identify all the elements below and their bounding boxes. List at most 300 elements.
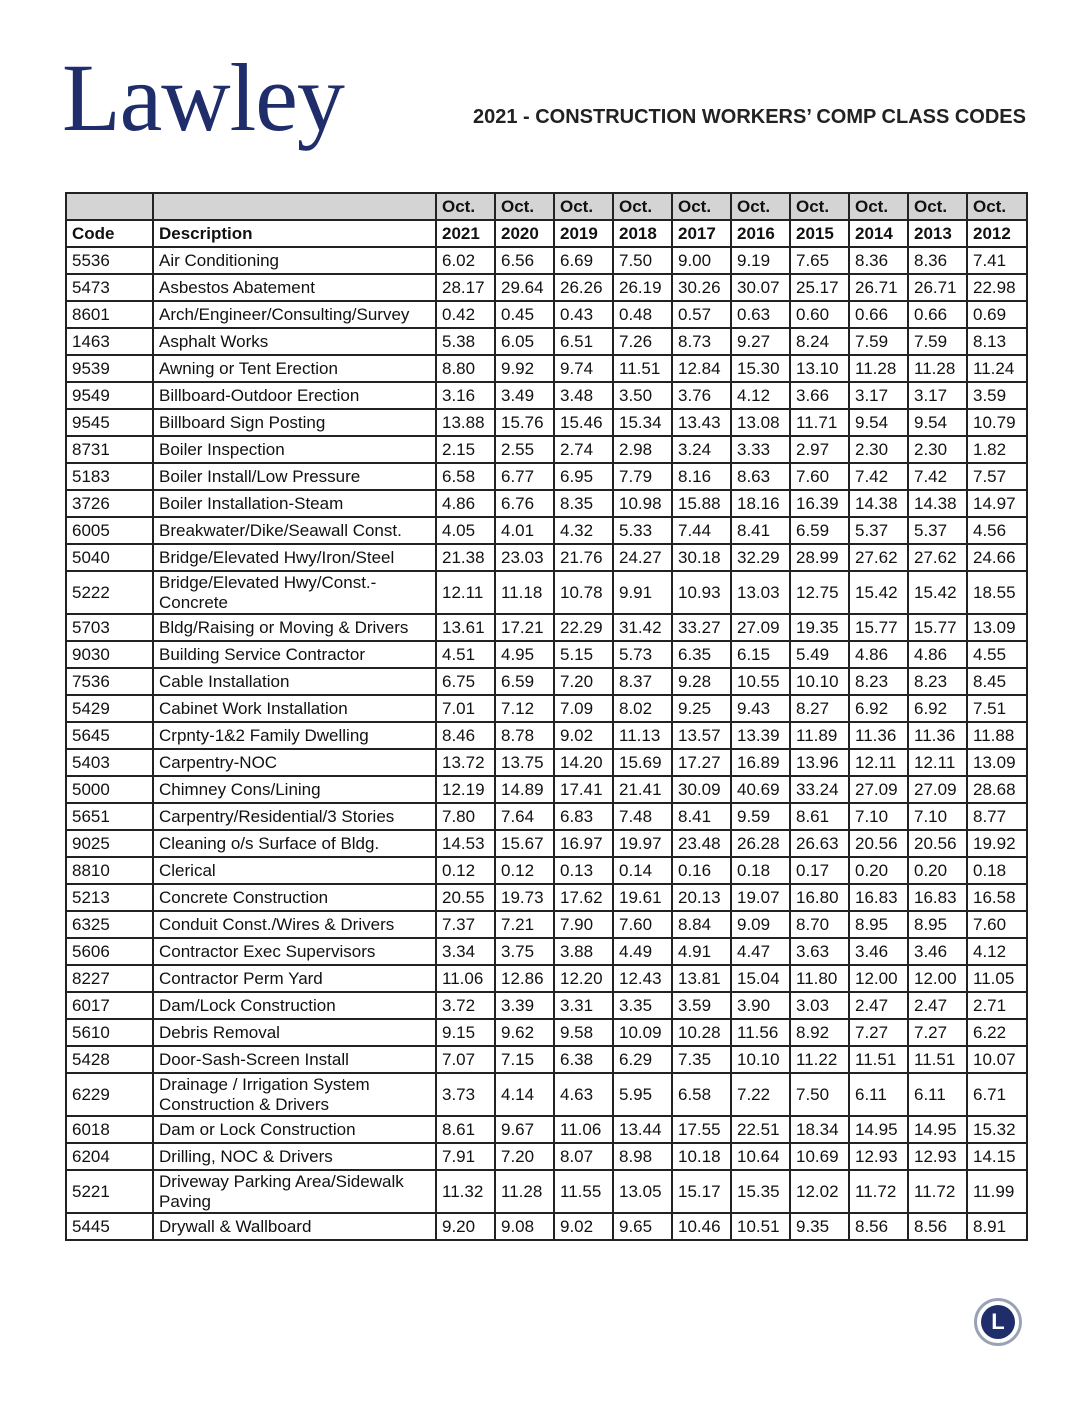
rate-cell: 8.27 — [790, 695, 849, 722]
class-code-cell: 5213 — [66, 884, 153, 911]
rate-cell: 4.51 — [436, 641, 495, 668]
rate-cell: 11.71 — [790, 409, 849, 436]
rate-cell: 4.32 — [554, 517, 613, 544]
rate-cell: 9.20 — [436, 1213, 495, 1240]
header-row — [66, 220, 1027, 247]
rate-cell: 13.88 — [436, 409, 495, 436]
rate-cell: 17.21 — [495, 614, 554, 641]
rate-cell: 4.55 — [967, 641, 1027, 668]
rate-cell: 15.69 — [613, 749, 672, 776]
rate-cell: 30.18 — [672, 544, 731, 571]
rate-cell: 8.95 — [908, 911, 967, 938]
column-header: 2016 — [731, 220, 790, 247]
description-cell: Bridge/Elevated Hwy/Const.-Concrete — [153, 571, 436, 614]
rate-cell: 13.81 — [672, 965, 731, 992]
rate-cell: 8.84 — [672, 911, 731, 938]
table-row — [66, 382, 1027, 409]
rate-cell: 9.28 — [672, 668, 731, 695]
table-row — [66, 1116, 1027, 1143]
rate-cell: 7.22 — [731, 1073, 790, 1116]
rate-cell: 13.39 — [731, 722, 790, 749]
table-row — [66, 463, 1027, 490]
rate-cell: 11.06 — [436, 965, 495, 992]
rate-cell: 0.14 — [613, 857, 672, 884]
rate-cell: 14.97 — [967, 490, 1027, 517]
rate-cell: 0.63 — [731, 301, 790, 328]
rate-cell: 11.32 — [436, 1170, 495, 1213]
rate-cell: 15.32 — [967, 1116, 1027, 1143]
rate-cell: 12.93 — [908, 1143, 967, 1170]
rate-cell: 9.54 — [908, 409, 967, 436]
rate-cell: 3.63 — [790, 938, 849, 965]
class-code-cell: 5222 — [66, 571, 153, 614]
badge-letter: L — [981, 1305, 1015, 1339]
table-row — [66, 544, 1027, 571]
class-code-cell: 9545 — [66, 409, 153, 436]
class-code-cell: 5445 — [66, 1213, 153, 1240]
rate-cell: 6.58 — [672, 1073, 731, 1116]
rate-cell: 7.09 — [554, 695, 613, 722]
rate-cell: 17.55 — [672, 1116, 731, 1143]
table-row — [66, 436, 1027, 463]
rate-cell: 6.02 — [436, 247, 495, 274]
rate-cell: 7.12 — [495, 695, 554, 722]
column-header: Description — [153, 220, 436, 247]
rate-cell: 6.58 — [436, 463, 495, 490]
rate-cell: 3.24 — [672, 436, 731, 463]
table-row — [66, 490, 1027, 517]
class-code-cell: 6017 — [66, 992, 153, 1019]
class-code-cell: 8601 — [66, 301, 153, 328]
rate-cell: 8.78 — [495, 722, 554, 749]
rate-cell: 6.59 — [790, 517, 849, 544]
rate-cell: 19.92 — [967, 830, 1027, 857]
rate-cell: 7.37 — [436, 911, 495, 938]
description-cell: Cabinet Work Installation — [153, 695, 436, 722]
rate-cell: 13.61 — [436, 614, 495, 641]
rate-cell: 2.30 — [849, 436, 908, 463]
rate-cell: 6.95 — [554, 463, 613, 490]
rate-cell: 21.38 — [436, 544, 495, 571]
rate-cell: 0.69 — [967, 301, 1027, 328]
column-header: Oct. — [672, 193, 731, 220]
class-code-cell: 6005 — [66, 517, 153, 544]
description-cell: Arch/Engineer/Consulting/Survey — [153, 301, 436, 328]
table-row — [66, 695, 1027, 722]
rate-cell: 3.66 — [790, 382, 849, 409]
rate-cell: 7.41 — [967, 247, 1027, 274]
description-cell: Billboard-Outdoor Erection — [153, 382, 436, 409]
class-code-cell: 5610 — [66, 1019, 153, 1046]
table-row — [66, 1213, 1027, 1240]
rate-cell: 9.02 — [554, 1213, 613, 1240]
rate-cell: 12.75 — [790, 571, 849, 614]
rate-cell: 11.72 — [908, 1170, 967, 1213]
rate-cell: 13.08 — [731, 409, 790, 436]
rate-cell: 6.76 — [495, 490, 554, 517]
rate-cell: 9.65 — [613, 1213, 672, 1240]
rate-cell: 20.56 — [908, 830, 967, 857]
rate-cell: 5.37 — [849, 517, 908, 544]
rate-cell: 10.07 — [967, 1046, 1027, 1073]
rate-cell: 9.19 — [731, 247, 790, 274]
rate-cell: 30.09 — [672, 776, 731, 803]
rate-cell: 7.35 — [672, 1046, 731, 1073]
rate-cell: 10.51 — [731, 1213, 790, 1240]
rate-cell: 2.30 — [908, 436, 967, 463]
rate-cell: 10.93 — [672, 571, 731, 614]
rate-cell: 7.50 — [790, 1073, 849, 1116]
rate-cell: 15.77 — [849, 614, 908, 641]
class-code-cell: 5429 — [66, 695, 153, 722]
rate-cell: 14.95 — [908, 1116, 967, 1143]
rate-cell: 30.26 — [672, 274, 731, 301]
class-code-cell: 3726 — [66, 490, 153, 517]
rate-cell: 26.28 — [731, 830, 790, 857]
rate-cell: 15.76 — [495, 409, 554, 436]
description-cell: Building Service Contractor — [153, 641, 436, 668]
rate-cell: 23.48 — [672, 830, 731, 857]
description-cell: Concrete Construction — [153, 884, 436, 911]
rate-cell: 8.63 — [731, 463, 790, 490]
rate-cell: 11.36 — [908, 722, 967, 749]
rate-cell: 3.46 — [849, 938, 908, 965]
rate-cell: 6.15 — [731, 641, 790, 668]
rate-cell: 11.05 — [967, 965, 1027, 992]
rate-cell: 16.97 — [554, 830, 613, 857]
column-header — [153, 193, 436, 220]
rate-cell: 8.07 — [554, 1143, 613, 1170]
table-row — [66, 1170, 1027, 1213]
rate-cell: 8.56 — [908, 1213, 967, 1240]
rate-cell: 11.24 — [967, 355, 1027, 382]
rate-cell: 19.35 — [790, 614, 849, 641]
rate-cell: 8.41 — [731, 517, 790, 544]
rate-cell: 8.61 — [790, 803, 849, 830]
class-code-cell: 5428 — [66, 1046, 153, 1073]
class-code-cell: 5403 — [66, 749, 153, 776]
rate-cell: 0.16 — [672, 857, 731, 884]
class-code-cell: 5000 — [66, 776, 153, 803]
rate-cell: 3.88 — [554, 938, 613, 965]
rate-cell: 7.27 — [849, 1019, 908, 1046]
rate-cell: 6.35 — [672, 641, 731, 668]
rate-cell: 12.93 — [849, 1143, 908, 1170]
rate-cell: 7.59 — [908, 328, 967, 355]
column-header: 2015 — [790, 220, 849, 247]
rate-cell: 7.64 — [495, 803, 554, 830]
rate-cell: 7.10 — [849, 803, 908, 830]
rate-cell: 0.18 — [967, 857, 1027, 884]
rate-cell: 3.59 — [672, 992, 731, 1019]
rate-cell: 18.16 — [731, 490, 790, 517]
rate-cell: 8.77 — [967, 803, 1027, 830]
rate-cell: 4.01 — [495, 517, 554, 544]
column-header: 2017 — [672, 220, 731, 247]
rate-cell: 4.05 — [436, 517, 495, 544]
rate-cell: 21.76 — [554, 544, 613, 571]
description-cell: Dam or Lock Construction — [153, 1116, 436, 1143]
column-header: 2018 — [613, 220, 672, 247]
rate-cell: 11.80 — [790, 965, 849, 992]
description-cell: Awning or Tent Erection — [153, 355, 436, 382]
column-header: 2014 — [849, 220, 908, 247]
rate-cell: 15.42 — [849, 571, 908, 614]
description-cell: Door-Sash-Screen Install — [153, 1046, 436, 1073]
rate-cell: 12.19 — [436, 776, 495, 803]
rate-cell: 0.57 — [672, 301, 731, 328]
rate-cell: 8.16 — [672, 463, 731, 490]
rate-cell: 12.00 — [908, 965, 967, 992]
description-cell: Cable Installation — [153, 668, 436, 695]
rate-cell: 3.59 — [967, 382, 1027, 409]
class-code-cell: 8227 — [66, 965, 153, 992]
rate-cell: 8.36 — [849, 247, 908, 274]
rate-cell: 0.20 — [849, 857, 908, 884]
rate-cell: 9.59 — [731, 803, 790, 830]
column-header: Oct. — [967, 193, 1027, 220]
rate-cell: 0.43 — [554, 301, 613, 328]
rate-cell: 3.39 — [495, 992, 554, 1019]
rate-cell: 8.80 — [436, 355, 495, 382]
table-row — [66, 1143, 1027, 1170]
rate-cell: 11.13 — [613, 722, 672, 749]
rate-cell: 12.84 — [672, 355, 731, 382]
table-row — [66, 328, 1027, 355]
rate-cell: 11.18 — [495, 571, 554, 614]
description-cell: Boiler Inspection — [153, 436, 436, 463]
rate-cell: 12.02 — [790, 1170, 849, 1213]
rate-cell: 10.09 — [613, 1019, 672, 1046]
rate-cell: 11.99 — [967, 1170, 1027, 1213]
rate-cell: 8.37 — [613, 668, 672, 695]
rate-cell: 10.10 — [731, 1046, 790, 1073]
rate-cell: 13.10 — [790, 355, 849, 382]
rate-cell: 0.66 — [849, 301, 908, 328]
class-code-cell: 5040 — [66, 544, 153, 571]
table-row — [66, 355, 1027, 382]
rate-cell: 8.23 — [849, 668, 908, 695]
rate-cell: 7.60 — [967, 911, 1027, 938]
column-header: Oct. — [790, 193, 849, 220]
rate-cell: 0.17 — [790, 857, 849, 884]
description-cell: Clerical — [153, 857, 436, 884]
rate-cell: 28.99 — [790, 544, 849, 571]
table-row — [66, 776, 1027, 803]
rate-cell: 2.47 — [908, 992, 967, 1019]
table-row — [66, 938, 1027, 965]
rate-cell: 3.49 — [495, 382, 554, 409]
rate-cell: 11.89 — [790, 722, 849, 749]
rate-cell: 6.71 — [967, 1073, 1027, 1116]
rate-cell: 7.07 — [436, 1046, 495, 1073]
rate-cell: 9.15 — [436, 1019, 495, 1046]
rate-cell: 20.56 — [849, 830, 908, 857]
rate-cell: 13.96 — [790, 749, 849, 776]
rate-cell: 9.67 — [495, 1116, 554, 1143]
description-cell: Contractor Exec Supervisors — [153, 938, 436, 965]
rate-cell: 16.83 — [849, 884, 908, 911]
description-cell: Asphalt Works — [153, 328, 436, 355]
rate-cell: 25.17 — [790, 274, 849, 301]
rate-cell: 7.79 — [613, 463, 672, 490]
rate-cell: 7.60 — [613, 911, 672, 938]
rate-cell: 12.43 — [613, 965, 672, 992]
description-cell: Boiler Installation-Steam — [153, 490, 436, 517]
rate-cell: 10.18 — [672, 1143, 731, 1170]
rate-cell: 15.77 — [908, 614, 967, 641]
class-code-cell: 5606 — [66, 938, 153, 965]
rate-cell: 27.62 — [849, 544, 908, 571]
rate-cell: 13.03 — [731, 571, 790, 614]
class-code-cell: 1463 — [66, 328, 153, 355]
rate-cell: 6.92 — [849, 695, 908, 722]
rate-cell: 8.13 — [967, 328, 1027, 355]
column-header: Code — [66, 220, 153, 247]
description-cell: Boiler Install/Low Pressure — [153, 463, 436, 490]
rate-cell: 7.50 — [613, 247, 672, 274]
table-row — [66, 992, 1027, 1019]
rate-cell: 6.77 — [495, 463, 554, 490]
rate-cell: 17.41 — [554, 776, 613, 803]
description-cell: Carpentry/Residential/3 Stories — [153, 803, 436, 830]
description-cell: Asbestos Abatement — [153, 274, 436, 301]
rate-cell: 14.38 — [908, 490, 967, 517]
rate-cell: 13.75 — [495, 749, 554, 776]
rate-cell: 5.15 — [554, 641, 613, 668]
rate-cell: 5.73 — [613, 641, 672, 668]
rate-cell: 9.54 — [849, 409, 908, 436]
column-header: Oct. — [849, 193, 908, 220]
class-code-cell: 8810 — [66, 857, 153, 884]
rate-cell: 7.60 — [790, 463, 849, 490]
rate-cell: 6.38 — [554, 1046, 613, 1073]
table-row — [66, 1073, 1027, 1116]
rate-cell: 12.86 — [495, 965, 554, 992]
class-code-cell: 6018 — [66, 1116, 153, 1143]
rate-cell: 28.17 — [436, 274, 495, 301]
table-row — [66, 965, 1027, 992]
class-code-rate-table — [65, 192, 1028, 1241]
description-cell: Driveway Parking Area/Sidewalk Paving — [153, 1170, 436, 1213]
rate-cell: 31.42 — [613, 614, 672, 641]
rate-cell: 8.46 — [436, 722, 495, 749]
rate-cell: 20.55 — [436, 884, 495, 911]
rate-cell: 9.00 — [672, 247, 731, 274]
rate-cell: 4.56 — [967, 517, 1027, 544]
description-cell: Breakwater/Dike/Seawall Const. — [153, 517, 436, 544]
rate-cell: 17.62 — [554, 884, 613, 911]
column-header: Oct. — [908, 193, 967, 220]
rate-cell: 8.91 — [967, 1213, 1027, 1240]
rate-cell: 6.11 — [849, 1073, 908, 1116]
rate-cell: 7.44 — [672, 517, 731, 544]
table-row — [66, 409, 1027, 436]
rate-cell: 3.31 — [554, 992, 613, 1019]
rate-cell: 15.17 — [672, 1170, 731, 1213]
rate-cell: 7.51 — [967, 695, 1027, 722]
rate-cell: 8.24 — [790, 328, 849, 355]
rate-cell: 7.01 — [436, 695, 495, 722]
class-code-cell: 5183 — [66, 463, 153, 490]
rate-cell: 7.26 — [613, 328, 672, 355]
rate-cell: 19.61 — [613, 884, 672, 911]
rate-cell: 12.20 — [554, 965, 613, 992]
description-cell: Debris Removal — [153, 1019, 436, 1046]
rate-cell: 7.59 — [849, 328, 908, 355]
column-header: 2021 — [436, 220, 495, 247]
table-row — [66, 247, 1027, 274]
rate-cell: 7.91 — [436, 1143, 495, 1170]
lawley-logo: Lawley — [62, 44, 344, 151]
description-cell: Dam/Lock Construction — [153, 992, 436, 1019]
rate-cell: 11.22 — [790, 1046, 849, 1073]
column-header: Oct. — [613, 193, 672, 220]
rate-cell: 26.71 — [908, 274, 967, 301]
rate-cell: 13.72 — [436, 749, 495, 776]
column-header: Oct. — [554, 193, 613, 220]
rate-cell: 9.08 — [495, 1213, 554, 1240]
table-row — [66, 641, 1027, 668]
table-row — [66, 749, 1027, 776]
rate-cell: 32.29 — [731, 544, 790, 571]
rate-cell: 11.51 — [613, 355, 672, 382]
rate-cell: 9.58 — [554, 1019, 613, 1046]
rate-cell: 14.95 — [849, 1116, 908, 1143]
page-title: 2021 - CONSTRUCTION WORKERS’ COMP CLASS CODES — [472, 106, 1026, 128]
rate-cell: 15.42 — [908, 571, 967, 614]
rate-cell: 3.46 — [908, 938, 967, 965]
rate-cell: 11.56 — [731, 1019, 790, 1046]
rate-cell: 6.59 — [495, 668, 554, 695]
table-row — [66, 830, 1027, 857]
rate-cell: 16.89 — [731, 749, 790, 776]
rate-cell: 10.55 — [731, 668, 790, 695]
rate-cell: 6.92 — [908, 695, 967, 722]
class-code-cell: 5645 — [66, 722, 153, 749]
rate-cell: 26.71 — [849, 274, 908, 301]
rate-cell: 0.18 — [731, 857, 790, 884]
rate-cell: 13.43 — [672, 409, 731, 436]
class-code-cell: 5703 — [66, 614, 153, 641]
rate-cell: 26.26 — [554, 274, 613, 301]
rate-cell: 12.00 — [849, 965, 908, 992]
rate-cell: 3.50 — [613, 382, 672, 409]
rate-cell: 10.78 — [554, 571, 613, 614]
rate-cell: 10.98 — [613, 490, 672, 517]
rate-cell: 24.27 — [613, 544, 672, 571]
rate-cell: 10.10 — [790, 668, 849, 695]
rate-cell: 33.24 — [790, 776, 849, 803]
lawley-badge-icon — [974, 1298, 1022, 1346]
rate-cell: 0.45 — [495, 301, 554, 328]
table-row — [66, 911, 1027, 938]
rate-cell: 3.76 — [672, 382, 731, 409]
rate-cell: 0.20 — [908, 857, 967, 884]
description-cell: Drywall & Wallboard — [153, 1213, 436, 1240]
class-code-cell: 9025 — [66, 830, 153, 857]
rate-cell: 17.27 — [672, 749, 731, 776]
rate-cell: 0.42 — [436, 301, 495, 328]
rate-cell: 7.65 — [790, 247, 849, 274]
rate-cell: 13.09 — [967, 614, 1027, 641]
rate-cell: 11.55 — [554, 1170, 613, 1213]
table-row — [66, 571, 1027, 614]
rate-cell: 10.69 — [790, 1143, 849, 1170]
rate-cell: 6.51 — [554, 328, 613, 355]
rate-cell: 15.35 — [731, 1170, 790, 1213]
rate-cell: 26.63 — [790, 830, 849, 857]
